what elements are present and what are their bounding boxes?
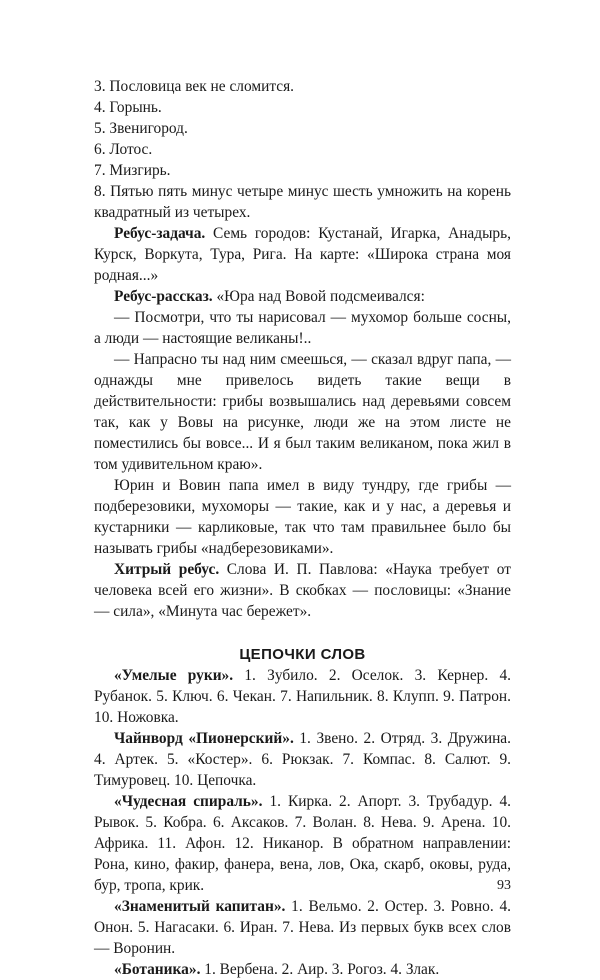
- answer-item: 7. Мизгирь.: [94, 162, 171, 179]
- answer-item: 4. Горынь.: [94, 99, 162, 116]
- chain-paragraph: [94, 896, 511, 959]
- chain-text: 1. Вельмо. 2. Остер. 3. Ровно. 4. Онон. 5. Нагасаки. 6. Иран. 7. Нева. Из первых букв всех слов — Воронин.: [94, 898, 511, 957]
- tricky-rebus-title: Хитрый ребус.: [114, 561, 220, 578]
- chain-paragraph: [94, 959, 511, 980]
- rebus-task-text: Семь городов: Кустанай, Игарка, Анадырь, Курск, Воркута, Тура, Рига. На карте: «Широка страна моя родная...»: [94, 225, 511, 284]
- story-paragraph: — Посмотри, что ты нарисовал — мухомор больше сосны, а люди — настоящие великаны!..: [94, 309, 511, 347]
- chain-paragraph: [94, 665, 511, 728]
- rebus-story-text: «Юра над Вовой подсмеивался:: [212, 288, 425, 305]
- answer-item: 6. Лотос.: [94, 141, 153, 158]
- rebus-story-title: Ребус-рассказ.: [114, 288, 213, 305]
- section-heading: ЦЕПОЧКИ СЛОВ: [239, 646, 366, 663]
- answer-item: 5. Звенигород.: [94, 120, 188, 137]
- chain-title: «Чудесная спираль».: [114, 793, 263, 810]
- chain-text: 1. Звено. 2. Отряд. 3. Дружина. 4. Артек. 5. «Костер». 6. Рюкзак. 7. Компас. 8. Салют. 9. Тимуровец. 10. Цепочка.: [94, 730, 511, 789]
- chain-title: «Знаменитый капитан».: [114, 898, 286, 915]
- story-paragraph: — Напрасно ты над ним смеешься, — сказал вдруг папа, — однажды мне привелось видеть такие вещи в действительности: грибы возвышались над деревьями совсем так, как у Вовы на рисунке, люди же на этом листе не поместились бы вовсе... И я был таким великаном, пока жил в том удивительном краю».: [94, 351, 511, 473]
- page-number: 93: [497, 878, 511, 893]
- chain-paragraph: [94, 728, 511, 791]
- chain-text: 1. Зубило. 2. Оселок. 3. Кернер. 4. Рубанок. 5. Ключ. 6. Чекан. 7. Напильник. 8. Клупп. 9. Патрон. 10. Ножовка.: [94, 667, 511, 726]
- chain-text: 1. Вербена. 2. Аир. 3. Рогоз. 4. Злак.: [200, 961, 440, 978]
- story-paragraph: Юрин и Вовин папа имел в виду тундру, где грибы — подберезовики, мухоморы — такие, как и у нас, а деревья и кустарники — карликовые, так что там правильнее было бы называть грибы «надберезовиками».: [94, 477, 511, 557]
- chain-title: «Умелые руки».: [114, 667, 234, 684]
- rebus-task-paragraph: [94, 223, 511, 286]
- chain-title: «Ботаника».: [114, 961, 201, 978]
- answer-item: 8. Пятью пять минус четыре минус шесть умножить на корень квадратный из четырех.: [94, 183, 511, 221]
- tricky-rebus-paragraph: [94, 559, 511, 622]
- answer-item: 3. Пословица век не сломится.: [94, 78, 295, 95]
- chain-title: Чайнворд «Пионерский».: [114, 730, 294, 747]
- rebus-story-paragraph: [94, 286, 511, 307]
- chain-text: 1. Кирка. 2. Апорт. 3. Трубадур. 4. Рывок. 5. Кобра. 6. Аксаков. 7. Волан. 8. Нева. 9. Арена. 10. Африка. 11. Афон. 12. Никанор. В обратном направлении: Рона, кино, факир, фанера, вена, лов, Ока, скарб, оковы, руда, бур, тропа, крик.: [94, 793, 511, 894]
- page-text: [94, 76, 511, 980]
- tricky-rebus-text: Слова И. П. Павлова: «Наука требует от человека всей его жизни». В скобках — пословицы: «Знание — сила», «Минута час бережет».: [94, 561, 511, 620]
- rebus-task-title: Ребус-задача.: [114, 225, 206, 242]
